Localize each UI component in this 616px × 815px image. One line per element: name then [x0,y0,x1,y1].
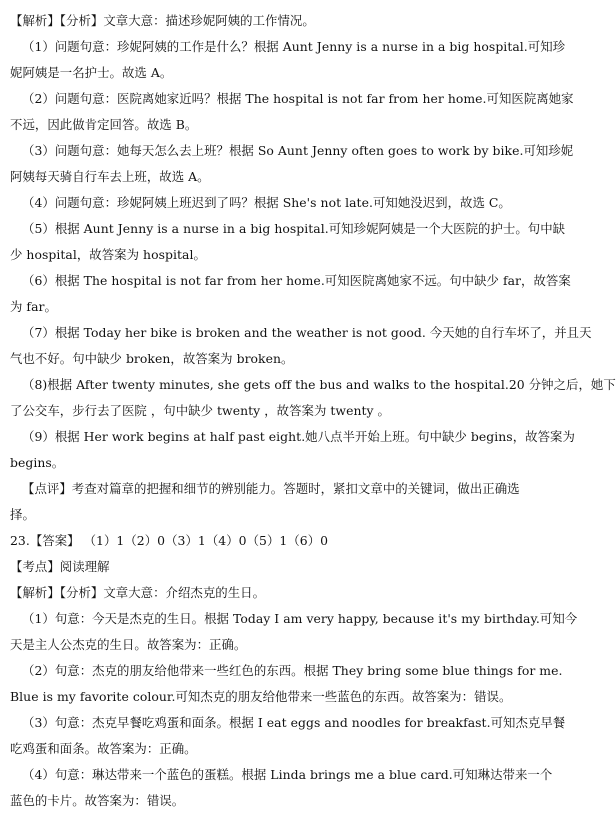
text-line: （8)根据 After twenty minutes, she gets off the bus and walks to the hospital.20 分钟之后，她下 [22,377,616,392]
text-line: （6）根据 The hospital is not far from her home.可知医院离她家不远。句中缺少 far，故答案 [22,273,571,288]
text-line: 不远，因此做肯定回答。故选 B。 [10,117,198,132]
text-line: begins。 [10,455,65,470]
text-line: 阿姨每天骑自行车去上班，故选 A。 [10,169,210,184]
text-line: 天是主人公杰克的生日。故答案为：正确。 [10,637,247,652]
answer-line: 23.【答案】 （1）1（2）0（3）1（4）0（5）1（6）0 [10,533,329,548]
text-line: 择。 [10,507,35,522]
text-line: （3）问题句意：她每天怎么去上班？根据 So Aunt Jenny often goes to work by bike.可知珍妮 [22,143,574,158]
text-line: （4）问题句意：珍妮阿姨上班迟到了吗？根据 She's not late.可知她没迟到，故选 C。 [22,195,511,210]
text-line: （5）根据 Aunt Jenny is a nurse in a big hospital.可知珍妮阿姨是一个大医院的护士。句中缺 [22,221,566,236]
text-line: 为 far。 [10,299,57,314]
text-line: （3）句意：杰克早餐吃鸡蛋和面条。根据 I eat eggs and noodles for breakfast.可知杰克早餐 [22,715,566,730]
text-line: 了公交车，步行去了医院 ，句中缺少 twenty ，故答案为 twenty 。 [10,403,390,418]
text-line: （2）问题句意：医院离她家近吗？根据 The hospital is not far from her home.可知医院离她家 [22,91,574,106]
analysis-header-line: 【解析】【分析】文章大意：介绍杰克的生日。 [10,585,266,600]
comment-line: 【点评】考查对篇章的把握和细节的辨别能力。答题时，紧扣文章中的关键词，做出正确选 [22,481,520,496]
text-line: （7）根据 Today her bike is broken and the weather is not good. 今天她的自行车坏了，并且天 [22,325,592,340]
analysis-header-line: 【解析】【分析】文章大意：描述珍妮阿姨的工作情况。 [10,13,315,28]
text-line: 妮阿姨是一名护士。故选 A。 [10,65,173,80]
text-line: （1）问题句意：珍妮阿姨的工作是什么？根据 Aunt Jenny is a nurse in a big hospital.可知珍 [22,39,566,54]
text-line: （2）句意：杰克的朋友给他带来一些红色的东西。根据 They bring some blue things for me. [22,663,563,678]
topic-line: 【考点】阅读理解 [10,559,110,574]
text-line: （9）根据 Her work begins at half past eight.她八点半开始上班。句中缺少 begins，故答案为 [22,429,575,444]
text-line: 蓝色的卡片。故答案为：错误。 [10,793,185,808]
text-line: （4）句意：琳达带来一个蓝色的蛋糕。根据 Linda brings me a blue card.可知琳达带来一个 [22,767,553,782]
text-line: 吃鸡蛋和面条。故答案为：正确。 [10,741,197,756]
text-line: 少 hospital，故答案为 hospital。 [10,247,206,262]
text-line: Blue is my favorite colour.可知杰克的朋友给他带来一些蓝色的东西。故答案为：错误。 [10,689,512,704]
text-line: 气也不好。句中缺少 broken，故答案为 broken。 [10,351,294,366]
text-line: （1）句意：今天是杰克的生日。根据 Today I am very happy, because it's my birthday.可知今 [22,611,578,626]
